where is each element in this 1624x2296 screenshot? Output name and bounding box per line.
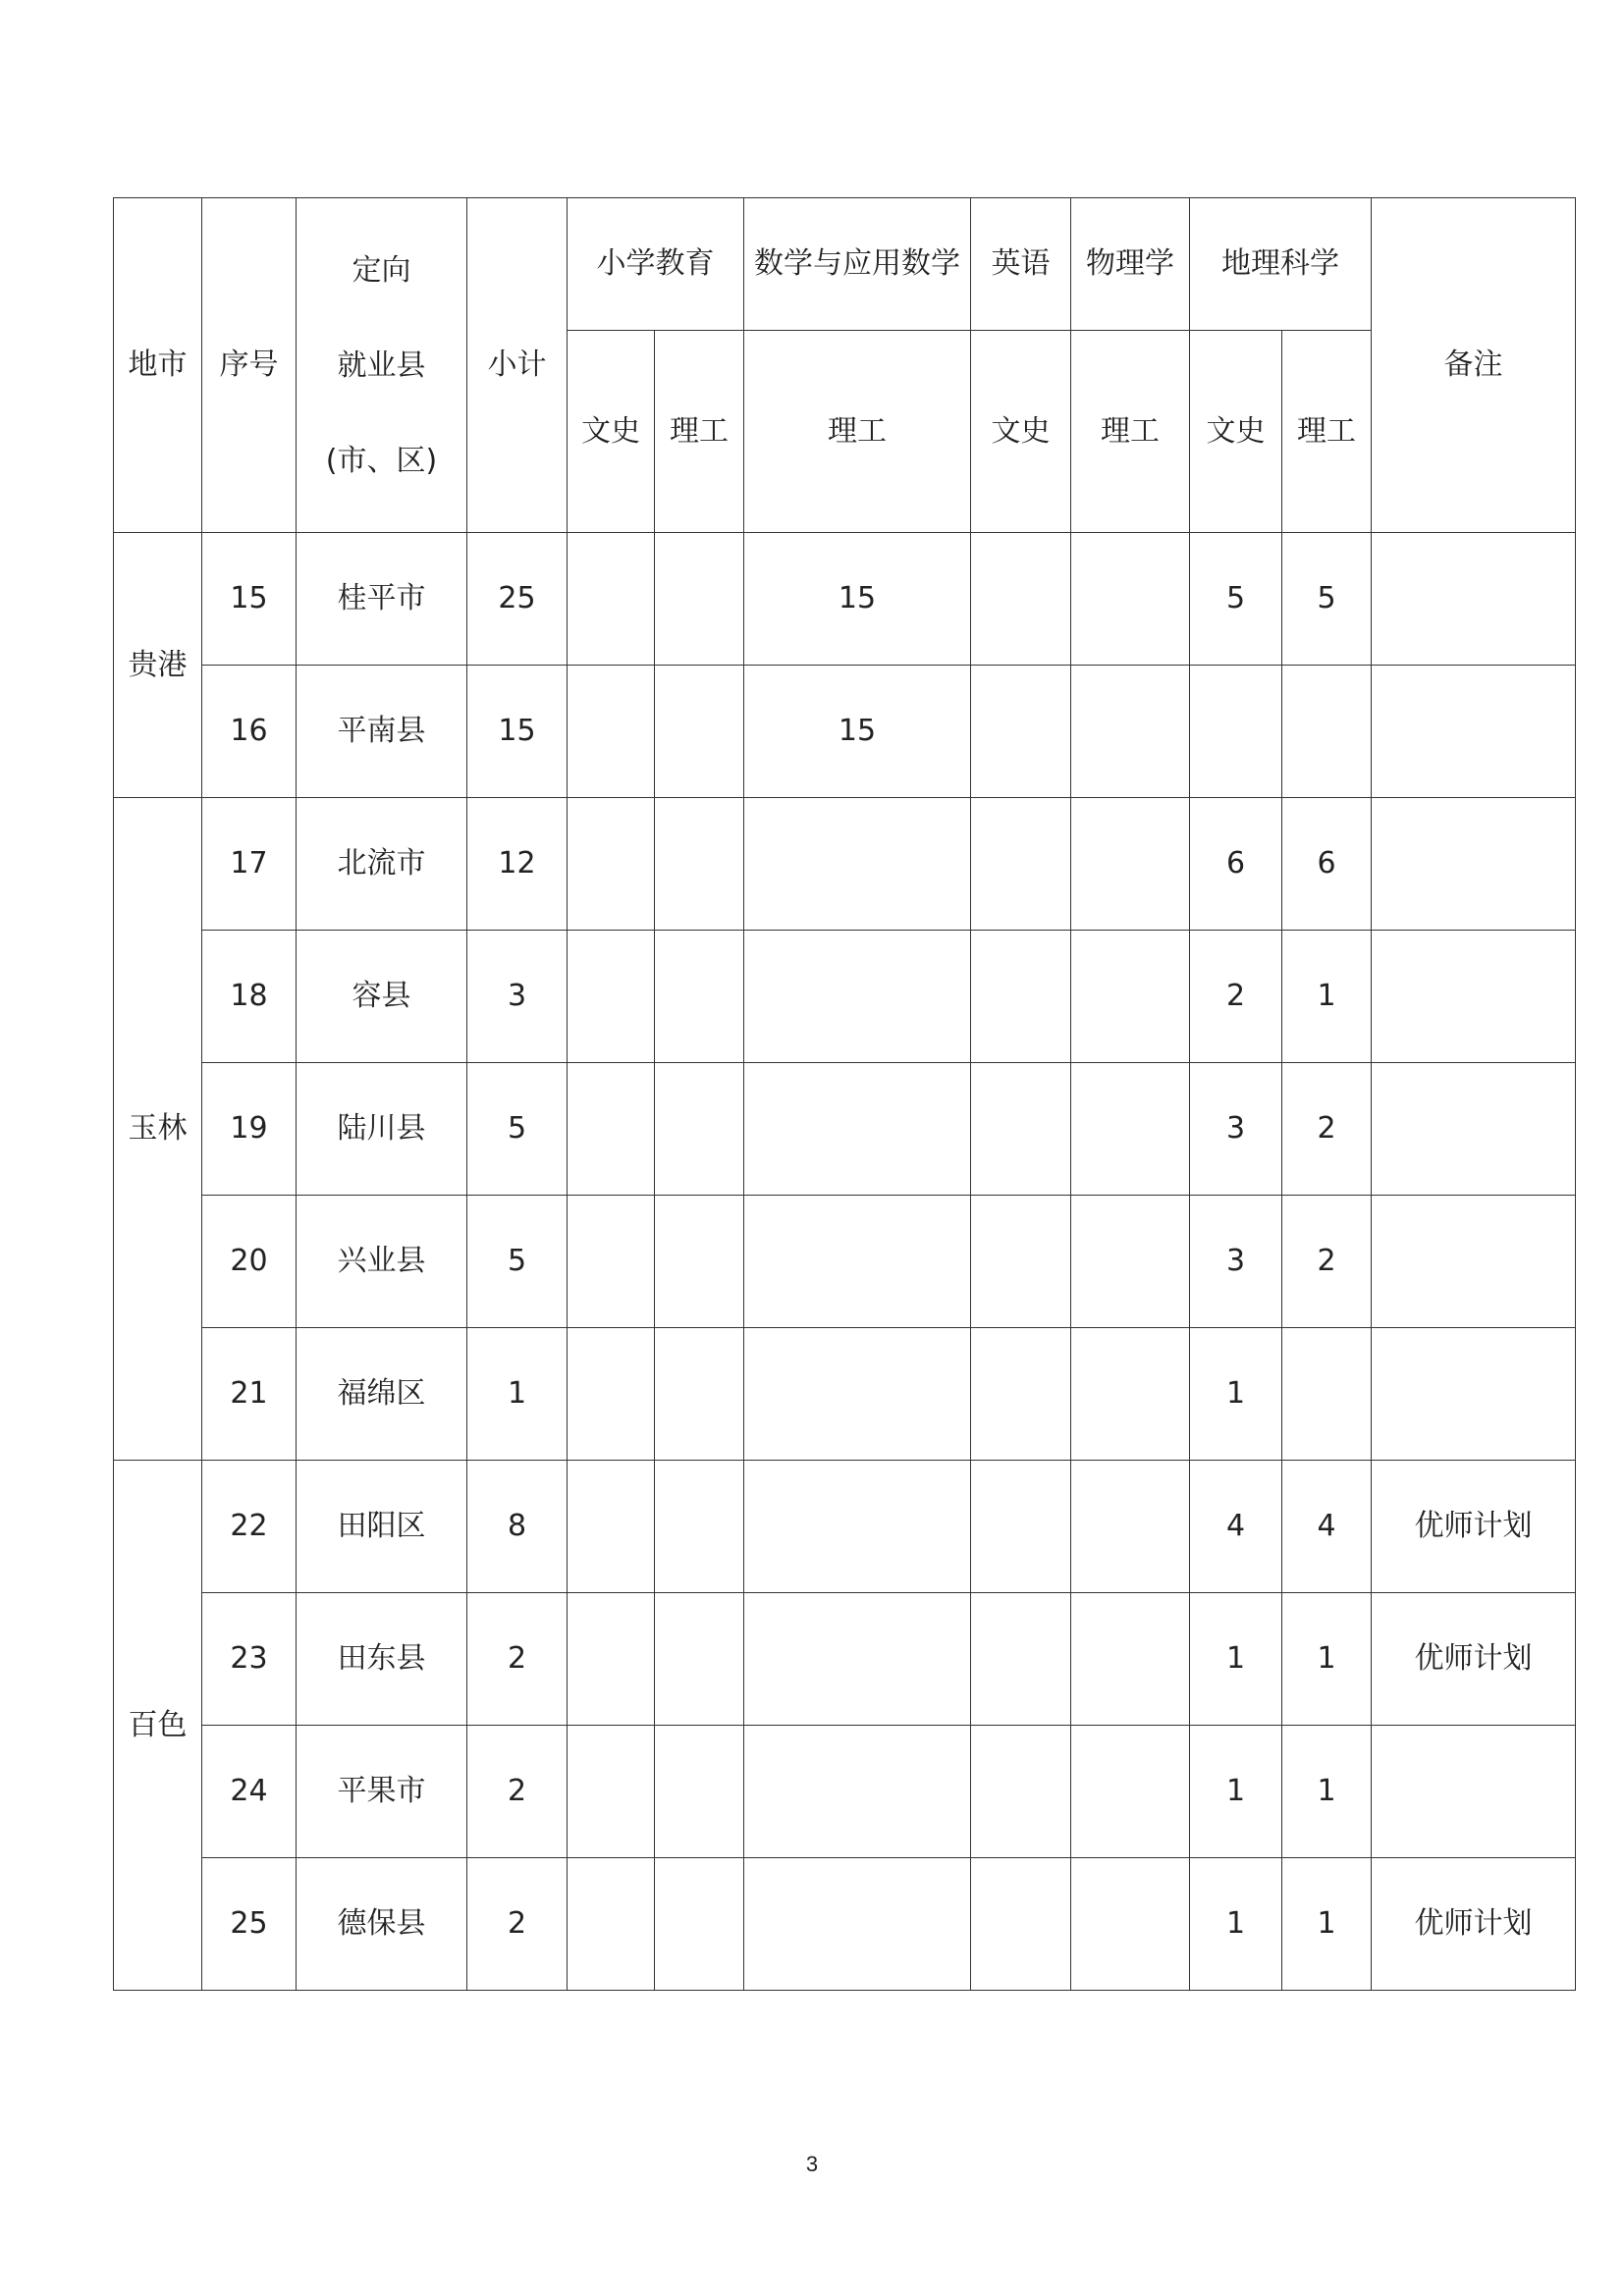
cell-remark: 优师计划 bbox=[1372, 1593, 1576, 1726]
cell-ped-sci bbox=[655, 1196, 744, 1328]
cell-ped-arts bbox=[568, 533, 655, 666]
cell-eng-arts bbox=[971, 666, 1071, 798]
table-row bbox=[114, 666, 1576, 798]
header-track-arts: 文史 bbox=[568, 331, 655, 533]
cell-geo-arts: 5 bbox=[1190, 533, 1282, 666]
table-row bbox=[114, 1858, 1576, 1991]
table-row bbox=[114, 1063, 1576, 1196]
cell-seq: 21 bbox=[202, 1328, 297, 1461]
table-row bbox=[114, 533, 1576, 666]
header-subtotal: 小计 bbox=[467, 198, 568, 533]
header-track-sci: 理工 bbox=[655, 331, 744, 533]
cell-ped-sci bbox=[655, 798, 744, 931]
cell-phy-sci bbox=[1071, 798, 1190, 931]
header-track-sci: 理工 bbox=[1282, 331, 1372, 533]
cell-ped-sci bbox=[655, 1858, 744, 1991]
header-seq: 序号 bbox=[202, 198, 297, 533]
header-major-geography: 地理科学 bbox=[1190, 198, 1372, 331]
cell-ped-arts bbox=[568, 1063, 655, 1196]
cell-geo-sci: 2 bbox=[1282, 1063, 1372, 1196]
cell-seq: 15 bbox=[202, 533, 297, 666]
cell-ped-sci bbox=[655, 1461, 744, 1593]
cell-phy-sci bbox=[1071, 666, 1190, 798]
cell-county: 兴业县 bbox=[297, 1196, 467, 1328]
cell-phy-sci bbox=[1071, 1593, 1190, 1726]
cell-geo-sci bbox=[1282, 1328, 1372, 1461]
cell-geo-sci: 4 bbox=[1282, 1461, 1372, 1593]
cell-ped-sci bbox=[655, 533, 744, 666]
cell-eng-arts bbox=[971, 1726, 1071, 1858]
cell-county: 平果市 bbox=[297, 1726, 467, 1858]
cell-eng-arts bbox=[971, 1461, 1071, 1593]
table-row bbox=[114, 798, 1576, 931]
cell-ped-arts bbox=[568, 798, 655, 931]
cell-geo-arts bbox=[1190, 666, 1282, 798]
header-track-arts: 文史 bbox=[1190, 331, 1282, 533]
header-county bbox=[297, 198, 467, 533]
header-row-majors bbox=[114, 198, 1576, 331]
cell-geo-arts: 4 bbox=[1190, 1461, 1282, 1593]
cell-subtotal: 15 bbox=[467, 666, 568, 798]
cell-phy-sci bbox=[1071, 1726, 1190, 1858]
cell-seq: 24 bbox=[202, 1726, 297, 1858]
cell-geo-sci: 1 bbox=[1282, 1726, 1372, 1858]
cell-geo-sci: 5 bbox=[1282, 533, 1372, 666]
cell-city: 百色 bbox=[114, 1461, 202, 1991]
cell-math-sci bbox=[744, 1063, 971, 1196]
cell-math-sci bbox=[744, 798, 971, 931]
header-major-english: 英语 bbox=[971, 198, 1071, 331]
cell-ped-arts bbox=[568, 1593, 655, 1726]
cell-phy-sci bbox=[1071, 533, 1190, 666]
cell-ped-arts bbox=[568, 931, 655, 1063]
cell-math-sci bbox=[744, 1858, 971, 1991]
cell-remark bbox=[1372, 1726, 1576, 1858]
cell-subtotal: 25 bbox=[467, 533, 568, 666]
cell-subtotal: 2 bbox=[467, 1593, 568, 1726]
table-row bbox=[114, 1726, 1576, 1858]
header-county-line: (市、区) bbox=[325, 443, 438, 478]
cell-city: 玉林 bbox=[114, 798, 202, 1461]
cell-phy-sci bbox=[1071, 1063, 1190, 1196]
cell-math-sci bbox=[744, 931, 971, 1063]
cell-seq: 20 bbox=[202, 1196, 297, 1328]
cell-county: 田阳区 bbox=[297, 1461, 467, 1593]
cell-geo-sci bbox=[1282, 666, 1372, 798]
cell-eng-arts bbox=[971, 1593, 1071, 1726]
cell-geo-arts: 1 bbox=[1190, 1858, 1282, 1991]
cell-county: 桂平市 bbox=[297, 533, 467, 666]
table-row bbox=[114, 931, 1576, 1063]
cell-math-sci bbox=[744, 1461, 971, 1593]
cell-subtotal: 2 bbox=[467, 1858, 568, 1991]
header-major-physics: 物理学 bbox=[1071, 198, 1190, 331]
cell-math-sci: 15 bbox=[744, 533, 971, 666]
cell-seq: 23 bbox=[202, 1593, 297, 1726]
header-track-sci: 理工 bbox=[744, 331, 971, 533]
cell-geo-sci: 1 bbox=[1282, 1858, 1372, 1991]
cell-eng-arts bbox=[971, 1196, 1071, 1328]
cell-eng-arts bbox=[971, 798, 1071, 931]
cell-seq: 17 bbox=[202, 798, 297, 931]
table-row bbox=[114, 1461, 1576, 1593]
cell-county: 田东县 bbox=[297, 1593, 467, 1726]
cell-ped-sci bbox=[655, 1726, 744, 1858]
cell-seq: 18 bbox=[202, 931, 297, 1063]
cell-geo-arts: 3 bbox=[1190, 1196, 1282, 1328]
table-row bbox=[114, 1196, 1576, 1328]
table-row bbox=[114, 1593, 1576, 1726]
cell-geo-arts: 1 bbox=[1190, 1726, 1282, 1858]
cell-eng-arts bbox=[971, 1328, 1071, 1461]
cell-phy-sci bbox=[1071, 931, 1190, 1063]
cell-ped-arts bbox=[568, 1461, 655, 1593]
cell-geo-arts: 1 bbox=[1190, 1328, 1282, 1461]
cell-county: 容县 bbox=[297, 931, 467, 1063]
cell-geo-arts: 3 bbox=[1190, 1063, 1282, 1196]
cell-geo-sci: 2 bbox=[1282, 1196, 1372, 1328]
cell-remark: 优师计划 bbox=[1372, 1858, 1576, 1991]
cell-eng-arts bbox=[971, 1858, 1071, 1991]
table-body bbox=[114, 533, 1576, 1991]
cell-ped-sci bbox=[655, 931, 744, 1063]
cell-seq: 22 bbox=[202, 1461, 297, 1593]
cell-county: 平南县 bbox=[297, 666, 467, 798]
page-number: 3 bbox=[805, 2152, 819, 2176]
cell-seq: 16 bbox=[202, 666, 297, 798]
cell-remark bbox=[1372, 1196, 1576, 1328]
cell-seq: 25 bbox=[202, 1858, 297, 1991]
cell-subtotal: 1 bbox=[467, 1328, 568, 1461]
header-major-primary-ed: 小学教育 bbox=[568, 198, 744, 331]
cell-ped-sci bbox=[655, 1328, 744, 1461]
cell-ped-sci bbox=[655, 1063, 744, 1196]
table-row bbox=[114, 1328, 1576, 1461]
cell-phy-sci bbox=[1071, 1858, 1190, 1991]
cell-remark: 优师计划 bbox=[1372, 1461, 1576, 1593]
enrollment-plan-table bbox=[113, 197, 1576, 1991]
cell-subtotal: 3 bbox=[467, 931, 568, 1063]
cell-eng-arts bbox=[971, 533, 1071, 666]
cell-remark bbox=[1372, 931, 1576, 1063]
cell-subtotal: 2 bbox=[467, 1726, 568, 1858]
header-track-sci: 理工 bbox=[1071, 331, 1190, 533]
cell-subtotal: 5 bbox=[467, 1063, 568, 1196]
cell-remark bbox=[1372, 798, 1576, 931]
header-city: 地市 bbox=[114, 198, 202, 533]
cell-remark bbox=[1372, 1063, 1576, 1196]
cell-phy-sci bbox=[1071, 1461, 1190, 1593]
cell-ped-arts bbox=[568, 1196, 655, 1328]
header-track-arts: 文史 bbox=[971, 331, 1071, 533]
cell-geo-arts: 6 bbox=[1190, 798, 1282, 931]
cell-ped-arts bbox=[568, 1726, 655, 1858]
cell-ped-sci bbox=[655, 666, 744, 798]
cell-phy-sci bbox=[1071, 1328, 1190, 1461]
cell-math-sci bbox=[744, 1328, 971, 1461]
cell-math-sci: 15 bbox=[744, 666, 971, 798]
cell-remark bbox=[1372, 533, 1576, 666]
cell-ped-sci bbox=[655, 1593, 744, 1726]
cell-remark bbox=[1372, 1328, 1576, 1461]
cell-subtotal: 12 bbox=[467, 798, 568, 931]
cell-ped-arts bbox=[568, 1858, 655, 1991]
cell-eng-arts bbox=[971, 931, 1071, 1063]
header-major-math: 数学与应用数学 bbox=[744, 198, 971, 331]
cell-geo-sci: 1 bbox=[1282, 931, 1372, 1063]
cell-subtotal: 8 bbox=[467, 1461, 568, 1593]
cell-ped-arts bbox=[568, 666, 655, 798]
cell-math-sci bbox=[744, 1726, 971, 1858]
header-county-line: 定向 bbox=[352, 252, 411, 288]
header-county-line: 就业县 bbox=[337, 347, 426, 383]
cell-county: 北流市 bbox=[297, 798, 467, 931]
cell-math-sci bbox=[744, 1593, 971, 1726]
cell-seq: 19 bbox=[202, 1063, 297, 1196]
cell-geo-sci: 1 bbox=[1282, 1593, 1372, 1726]
cell-county: 陆川县 bbox=[297, 1063, 467, 1196]
cell-remark bbox=[1372, 666, 1576, 798]
cell-county: 德保县 bbox=[297, 1858, 467, 1991]
cell-phy-sci bbox=[1071, 1196, 1190, 1328]
cell-ped-arts bbox=[568, 1328, 655, 1461]
header-remark: 备注 bbox=[1372, 198, 1576, 533]
cell-geo-arts: 1 bbox=[1190, 1593, 1282, 1726]
cell-geo-arts: 2 bbox=[1190, 931, 1282, 1063]
cell-eng-arts bbox=[971, 1063, 1071, 1196]
cell-city: 贵港 bbox=[114, 533, 202, 798]
cell-geo-sci: 6 bbox=[1282, 798, 1372, 931]
cell-math-sci bbox=[744, 1196, 971, 1328]
cell-subtotal: 5 bbox=[467, 1196, 568, 1328]
cell-county: 福绵区 bbox=[297, 1328, 467, 1461]
